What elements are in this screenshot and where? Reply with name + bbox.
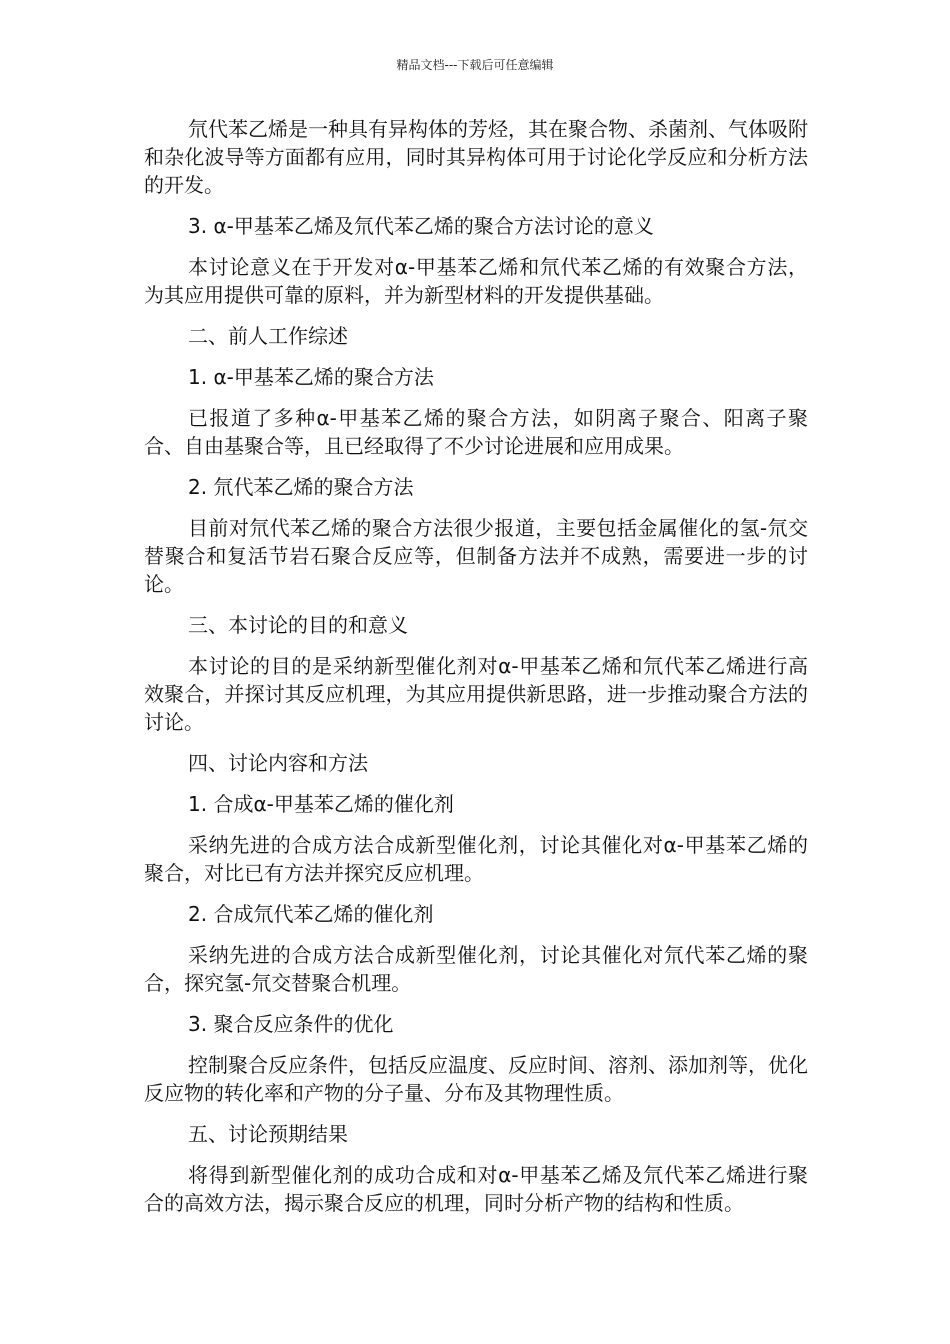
section-heading-review: 二、前人工作综述 (188, 324, 348, 348)
heading-ams-methods: 1. α-甲基苯乙烯的聚合方法 (188, 365, 434, 389)
page-header: 精品文档---下载后可任意编辑 (396, 58, 554, 72)
paragraph-conditions: 控制聚合反应条件，包括反应温度、反应时间、溶剂、添加剂等，优化反应物的转化率和产物的分子量、分布及其物理性质。 (144, 1053, 808, 1105)
section-heading-purpose: 三、本讨论的目的和意义 (188, 613, 408, 637)
document-body (144, 115, 808, 1217)
paragraph-results: 将得到新型催化剂的成功合成和对α-甲基苯乙烯及氘代苯乙烯进行聚合的高效方法，揭示聚合反应的机理，同时分析产物的结构和性质。 (144, 1163, 808, 1215)
paragraph-ams-methods: 已报道了多种α-甲基苯乙烯的聚合方法，如阴离子聚合、阳离子聚合、自由基聚合等，且已经取得了不少讨论进展和应用成果。 (144, 406, 808, 458)
heading-significance: 3. α-甲基苯乙烯及氘代苯乙烯的聚合方法讨论的意义 (188, 214, 654, 238)
paragraph-deuterated-catalyst: 采纳先进的合成方法合成新型催化剂，讨论其催化对氘代苯乙烯的聚合，探究氢-氘交替聚合机理。 (144, 943, 808, 995)
paragraph-ams-catalyst: 采纳先进的合成方法合成新型催化剂，讨论其催化对α-甲基苯乙烯的聚合，对比已有方法并探究反应机理。 (144, 833, 808, 885)
heading-deuterated-catalyst: 2. 合成氘代苯乙烯的催化剂 (188, 902, 434, 926)
paragraph-intro: 氘代苯乙烯是一种具有异构体的芳烃，其在聚合物、杀菌剂、气体吸附和杂化波导等方面都有应用，同时其异构体可用于讨论化学反应和分析方法的开发。 (144, 117, 808, 197)
section-heading-results: 五、讨论预期结果 (188, 1122, 348, 1146)
heading-ams-catalyst: 1. 合成α-甲基苯乙烯的催化剂 (188, 792, 454, 816)
section-heading-content: 四、讨论内容和方法 (188, 751, 368, 775)
paragraph-significance: 本讨论意义在于开发对α-甲基苯乙烯和氘代苯乙烯的有效聚合方法，为其应用提供可靠的原料，并为新型材料的开发提供基础。 (144, 255, 808, 307)
heading-deuterated-methods: 2. 氘代苯乙烯的聚合方法 (188, 475, 414, 499)
paragraph-deuterated-methods: 目前对氘代苯乙烯的聚合方法很少报道，主要包括金属催化的氢-氘交替聚合和复活节岩石聚合反应等，但制备方法并不成熟，需要进一步的讨论。 (144, 516, 808, 596)
heading-conditions: 3. 聚合反应条件的优化 (188, 1012, 394, 1036)
paragraph-purpose: 本讨论的目的是采纳新型催化剂对α-甲基苯乙烯和氘代苯乙烯进行高效聚合，并探讨其反应机理，为其应用提供新思路，进一步推动聚合方法的讨论。 (144, 654, 808, 734)
